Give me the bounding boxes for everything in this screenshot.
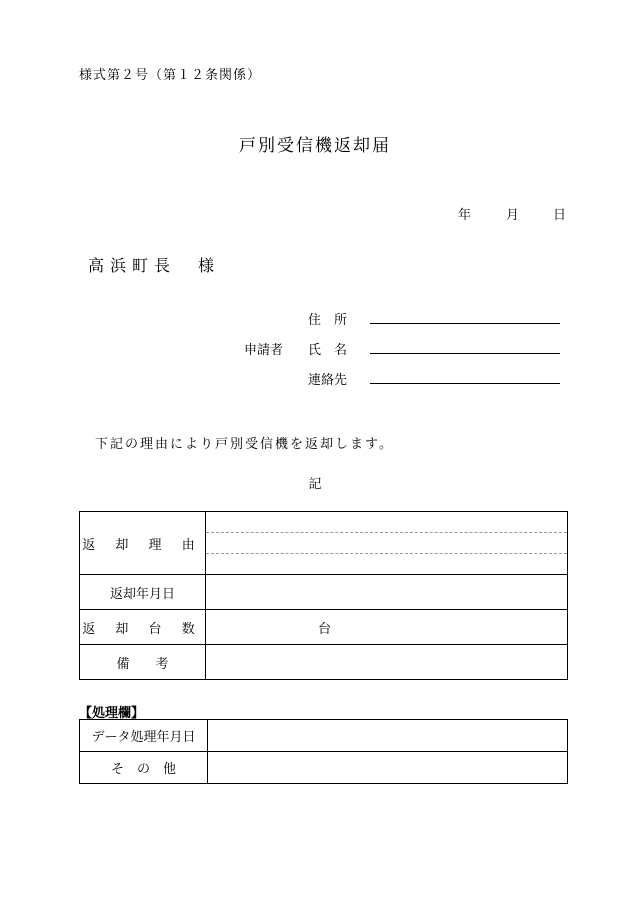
form-number: 様式第２号（第１２条関係） [79,68,262,83]
count-field[interactable] [206,610,568,645]
document-title: 戸別受信機返却届 [239,136,391,156]
reason-label: 返 却 理 由 [80,512,206,575]
applicant-label: 申請者 [244,343,284,358]
count-unit: 台 [318,621,332,637]
statement: 下記の理由により戸別受信機を返却します。 [95,437,394,452]
count-label: 返 却 台 数 [80,610,206,645]
date-year-label: 年 [458,208,472,223]
data-date-label: データ処理年月日 [80,720,208,752]
other-field[interactable] [208,752,568,784]
processing-table [79,719,568,784]
name-label: 氏 名 [308,343,348,358]
contact-label: 連絡先 [308,373,348,388]
date-month-label: 月 [506,208,520,223]
reason-field[interactable] [206,512,568,575]
address-field[interactable] [370,323,560,324]
addressee: 高浜町長 様 [88,256,221,275]
date-day-label: 日 [553,208,567,223]
return-date-field[interactable] [206,575,568,610]
other-label: そ の 他 [80,752,208,784]
return-date-label: 返却年月日 [80,575,206,610]
address-label: 住 所 [308,313,348,328]
ki-marker: 記 [308,477,322,492]
processing-header: 【処理欄】 [79,706,145,721]
return-details-table [79,511,568,680]
remarks-label: 備 考 [80,645,206,680]
name-field[interactable] [370,353,560,354]
contact-field[interactable] [370,383,560,384]
remarks-field[interactable] [206,645,568,680]
data-date-field[interactable] [208,720,568,752]
